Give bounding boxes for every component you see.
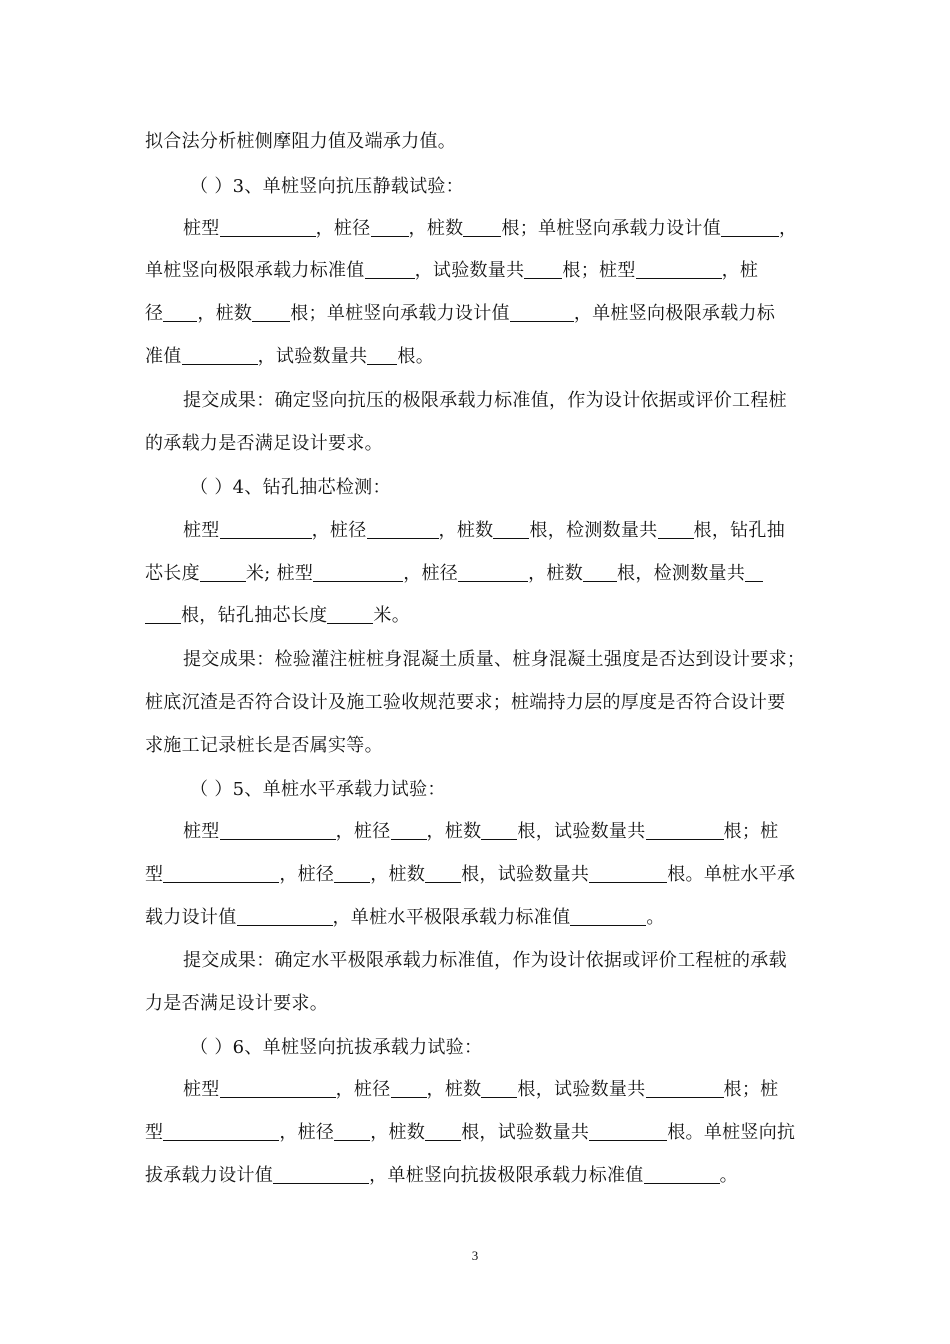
blank-field[interactable] — [425, 864, 461, 883]
blank-field[interactable] — [220, 1079, 336, 1098]
form-line: 准值 ，试验数量共 根。 — [145, 346, 435, 367]
blank-field[interactable] — [646, 821, 724, 840]
blank-field[interactable] — [327, 605, 373, 624]
blank-field[interactable] — [493, 520, 529, 539]
blank-field[interactable] — [367, 520, 439, 539]
blank-field[interactable] — [458, 563, 528, 582]
blank-field[interactable] — [313, 563, 403, 582]
form-line: 型 ，桩径 ，桩数 根，试验数量共 根。单桩水平承 — [145, 864, 796, 885]
blank-field[interactable] — [524, 260, 562, 279]
paragraph-line: 桩底沉渣是否符合设计及施工验收规范要求；桩端持力层的厚度是否符合设计要 — [145, 692, 786, 713]
form-line: 型 ，桩径 ，桩数 根，试验数量共 根。单桩竖向抗 — [145, 1122, 796, 1143]
blank-field[interactable] — [220, 821, 336, 840]
section-6-heading: （ ）6、单桩竖向抗拔承载力试验： — [190, 1037, 483, 1058]
paragraph-line: 提交成果：确定水平极限承载力标准值，作为设计依据或评价工程桩的承载 — [183, 950, 787, 971]
blank-field[interactable] — [644, 1165, 720, 1184]
blank-field[interactable] — [646, 1079, 724, 1098]
form-line: 载力设计值 ，单桩水平极限承载力标准值 。 — [145, 907, 665, 928]
blank-field[interactable] — [425, 1122, 461, 1141]
blank-field[interactable] — [365, 260, 415, 279]
section-3-heading: （ ）3、单桩竖向抗压静载试验： — [190, 176, 464, 197]
form-line: 单桩竖向极限承载力标准值 ，试验数量共 根；桩型 ，桩 — [145, 260, 759, 281]
section-5-heading: （ ）5、单桩水平承载力试验： — [190, 779, 446, 800]
blank-field[interactable] — [589, 864, 667, 883]
blank-field[interactable] — [463, 218, 501, 237]
form-line: 桩型 ，桩径 ，桩数 根，试验数量共 根；桩 — [183, 1079, 779, 1100]
form-line: 桩型 ，桩径 ，桩数 根；单桩竖向承载力设计值 ， — [183, 218, 798, 239]
section-4-heading: （ ）4、钻孔抽芯检测： — [190, 477, 391, 498]
blank-field[interactable] — [334, 864, 370, 883]
paragraph-line: 力是否满足设计要求。 — [145, 993, 328, 1014]
blank-field[interactable] — [367, 346, 397, 365]
paragraph-line: 求施工记录桩长是否属实等。 — [145, 735, 383, 756]
form-line: 桩型 ，桩径 ，桩数 根，试验数量共 根；桩 — [183, 821, 779, 842]
blank-field[interactable] — [583, 563, 617, 582]
form-line: 桩型 ，桩径 ，桩数 根，检测数量共 根，钻孔抽 — [183, 520, 786, 541]
paragraph-line: 的承载力是否满足设计要求。 — [145, 433, 383, 454]
paragraph-line: 拟合法分析桩侧摩阻力值及端承力值。 — [145, 131, 457, 152]
blank-field[interactable] — [391, 1079, 427, 1098]
blank-field[interactable] — [252, 303, 290, 322]
form-line: 根，钻孔抽芯长度 米。 — [145, 604, 815, 628]
blank-field[interactable] — [658, 520, 694, 539]
form-line: 拔承载力设计值 ，单桩竖向抗拔极限承载力标准值 。 — [145, 1165, 738, 1186]
blank-field[interactable] — [334, 1122, 370, 1141]
blank-field[interactable] — [636, 260, 722, 279]
blank-field[interactable] — [145, 605, 181, 624]
blank-field[interactable] — [220, 520, 312, 539]
blank-field[interactable] — [237, 907, 333, 926]
paragraph-line: 提交成果：检验灌注桩桩身混凝土质量、桩身混凝土强度是否达到设计要求； — [183, 649, 806, 670]
blank-field[interactable] — [721, 218, 779, 237]
blank-field[interactable] — [371, 218, 409, 237]
blank-field[interactable] — [481, 821, 517, 840]
blank-field[interactable] — [163, 864, 279, 883]
blank-field[interactable] — [589, 1122, 667, 1141]
form-line: 径 ，桩数 根；单桩竖向承载力设计值 ，单桩竖向极限承载力标 — [145, 303, 776, 324]
blank-field[interactable] — [481, 1079, 517, 1098]
blank-field[interactable] — [182, 346, 258, 365]
page-number: 3 — [471, 1248, 479, 1263]
blank-field[interactable] — [391, 821, 427, 840]
blank-field[interactable] — [220, 218, 316, 237]
blank-field[interactable] — [745, 563, 763, 582]
paragraph-line: 提交成果：确定竖向抗压的极限承载力标准值，作为设计依据或评价工程桩 — [183, 390, 787, 411]
blank-field[interactable] — [570, 907, 646, 926]
blank-field[interactable] — [200, 563, 246, 582]
blank-field[interactable] — [273, 1165, 369, 1184]
blank-field[interactable] — [163, 1122, 279, 1141]
blank-field[interactable] — [163, 303, 197, 322]
blank-field[interactable] — [510, 303, 574, 322]
form-line: 芯长度 米; 桩型 ，桩径 ，桩数 根，检测数量共 — [145, 562, 815, 586]
